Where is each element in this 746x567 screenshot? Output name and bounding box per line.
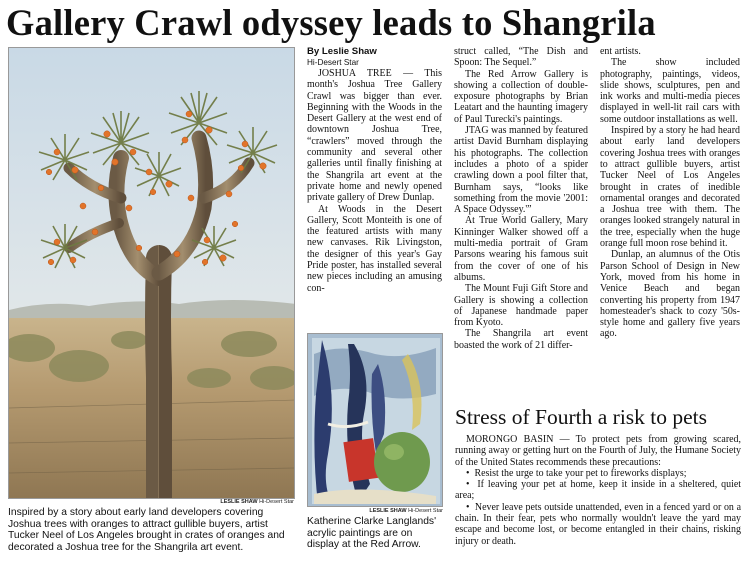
paragraph: The show included photography, paintings, videos, slide shows, sculptures, pen and ink works and multi-media pieces displayed in well-lit rail cars with some outdoor installations as well. — [600, 57, 740, 125]
paragraph: At Woods in the Desert Gallery, Scott Monteith is one of the featured artists with many new canvases. Rik Livingston, the designer of this year's Gay Pride poster, has installed several new pieces including an amusing con- — [307, 203, 442, 294]
paragraph: ent artists. — [600, 46, 641, 57]
paragraph: Dunlap, an alumnus of the Otis Parson School of Design in New York, moved from his home in Venice Beach and began converting his property from 1947 homesteader's shack to cozy '50s-style home and gallery five years ago. — [600, 249, 740, 340]
painting-photo — [307, 333, 443, 507]
list-item: • If leaving your pet at home, keep it inside in a sheltered, quiet area; — [455, 479, 742, 502]
byline-org: Hi-Desert Star — [307, 58, 359, 67]
list-item: • Resist the urge to take your pet to fireworks displays; — [466, 467, 687, 479]
bullet-icon: • — [466, 501, 470, 513]
pets-headline: Stress of Fourth a risk to pets — [455, 405, 708, 429]
paragraph: MORONGO BASIN — To protect pets from growing scared, running away or getting hurt on the Fourth of July, the Humane Society of the United States recommends these precautions: — [455, 434, 741, 468]
list-item: • Never leave pets outside unattended, even in a fenced yard or on a chain. In their fear, pets who normally wouldn't leave the yard may escape and become lost, or become entangled in their chains, risking injury or death. — [455, 501, 741, 547]
article-column-2 — [454, 46, 588, 351]
article-column-1 — [307, 46, 442, 294]
paragraph: struct called, “The Dish and Spoon: The Sequel.” — [454, 46, 588, 69]
paragraph: The Red Arrow Gallery is showing a collection of double-exposure photographs by Brian Leatart and the haunting imagery of Paul Turecki's paintings. — [454, 68, 588, 125]
paragraph: Inspired by a story he had heard about early land developers covering Joshua trees with oranges to attract gullible buyers, artist Tucker Neel of Los Angeles brought in crates of inedible ornamental oranges and decorated a Joshua tree with them. The oranges looked strangely natural in the tree, especially when the huge orange full moon rose behind it. — [600, 125, 740, 250]
photo-credit: LESLIE SHAW Hi-Desert Star — [220, 499, 294, 505]
paragraph: JTAG was manned by featured artist David Burnham displaying his photographs. The collection includes a photo of a spider crawling down a pool filter that, Burnham says, “looks like something from the movie '2001: A Space Odyssey.'” — [454, 125, 588, 216]
photo-caption: Katherine Clarke Langlands' acrylic paintings are on display at the Red Arrow. — [307, 516, 437, 551]
paragraph: At True World Gallery, Mary Kinninger Walker showed off a multi-media portrait of Gram Parsons wearing his famous suit from the cover of one of his albums. — [454, 215, 588, 283]
article-column-3 — [600, 46, 740, 340]
bullet-icon: • — [466, 467, 470, 479]
pets-story — [455, 434, 741, 547]
paragraph: The Mount Fuji Gift Store and Gallery is showing a collection of Japanese handmade paper from Kyoto. — [454, 283, 588, 329]
photo-caption: Inspired by a story about early land developers covering Joshua trees with oranges to attract gullible buyers, artist Tucker Neel of Los Angeles brought in crates of oranges and decorated a Joshua tree for the Shangrila art event. — [8, 507, 285, 553]
paragraph: JOSHUA TREE — This month's Joshua Tree Gallery Crawl was bigger than ever. Beginning with the Woods in the Desert Gallery at the west end of downtown Joshua Tree, “crawlers” moved through the community and several other galleries until finally finishing at the Shangrila art event at the private home and newly opened private gallery of Drew Dunlap. — [307, 68, 442, 204]
joshua-tree-photo — [8, 47, 295, 499]
bullet-icon: • — [466, 479, 470, 491]
headline: Gallery Crawl odyssey leads to Shangrila — [6, 2, 656, 43]
byline: By Leslie Shaw — [307, 46, 377, 57]
photo-credit: LESLIE SHAW Hi-Desert Star — [369, 508, 443, 514]
paragraph: The Shangrila art event boasted the work of 21 differ- — [454, 328, 588, 351]
